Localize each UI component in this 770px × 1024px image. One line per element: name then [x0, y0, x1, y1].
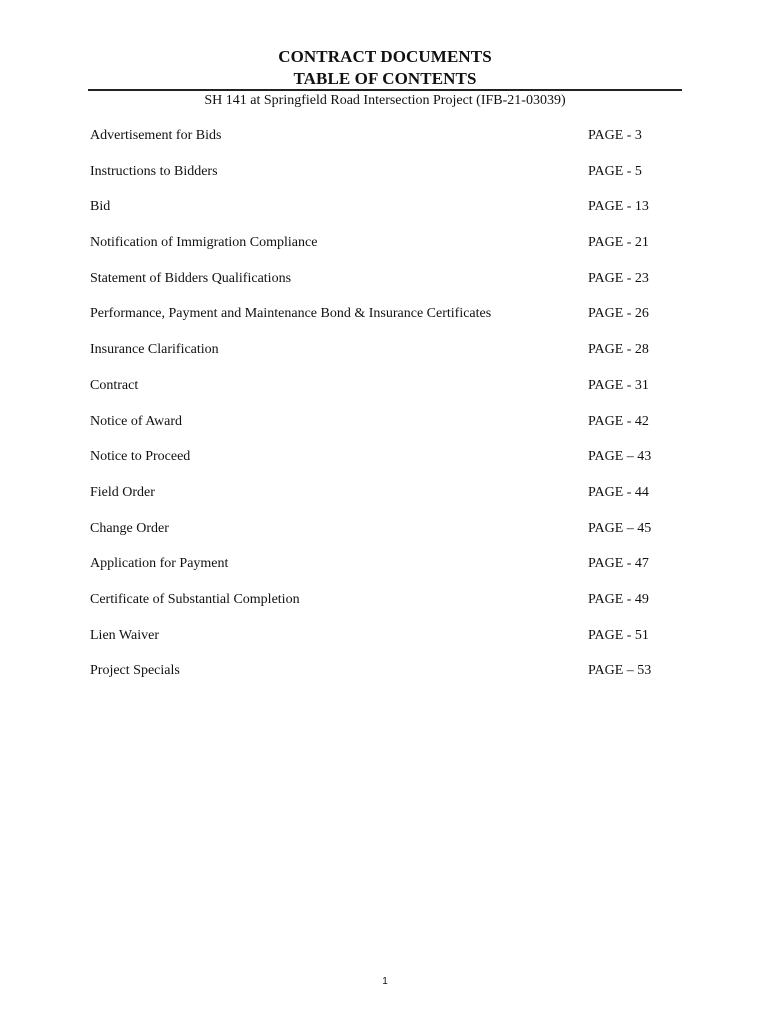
toc-entry: [90, 127, 680, 163]
toc-entry-title: Project Specials: [90, 663, 180, 679]
toc-entry-title: Notice of Award: [90, 413, 183, 429]
toc-entry: [90, 448, 680, 484]
toc-entry: [90, 662, 680, 698]
toc-entry-page: PAGE - 26: [588, 306, 649, 322]
toc-entry-title: Contract: [90, 377, 139, 393]
toc-entry-title: Advertisement for Bids: [90, 128, 222, 143]
toc-entry: [90, 341, 680, 377]
toc-entry: [90, 270, 680, 306]
toc-entry-title: Bid: [90, 199, 111, 215]
toc-entry: [90, 163, 680, 199]
toc-entry-page: PAGE - 51: [588, 627, 649, 643]
toc-entry-title: Insurance Clarification: [90, 342, 219, 358]
toc-entry-page: PAGE - 21: [588, 235, 649, 251]
toc-entry-page: PAGE – 45: [588, 520, 652, 536]
toc-entry-title: Instructions to Bidders: [90, 163, 218, 179]
document-subheading: TABLE OF CONTENTS: [293, 69, 477, 88]
document-title: CONTRACT DOCUMENTS: [278, 47, 492, 66]
toc-entry-page: PAGE – 53: [588, 663, 652, 679]
toc-entry-title: Notification of Immigration Compliance: [90, 235, 318, 251]
toc-entry-page: PAGE - 47: [588, 556, 649, 572]
toc-entry-page: PAGE - 3: [588, 128, 642, 143]
header-divider: [88, 89, 682, 91]
toc-entry-title: Change Order: [90, 520, 169, 536]
toc-entry-page: PAGE - 31: [588, 377, 649, 393]
toc-entry-title: Lien Waiver: [90, 627, 159, 643]
table-of-contents: [90, 127, 680, 698]
toc-entry-page: PAGE - 42: [588, 413, 649, 429]
toc-entry-page: PAGE - 44: [588, 484, 649, 500]
toc-entry: [90, 591, 680, 627]
toc-entry-page: PAGE - 5: [588, 163, 642, 179]
toc-entry-title: Notice to Proceed: [90, 449, 191, 465]
toc-entry-page: PAGE - 49: [588, 591, 649, 607]
toc-entry: [90, 305, 680, 341]
page-number: 1: [382, 976, 388, 987]
toc-entry: [90, 198, 680, 234]
toc-entry-title: Field Order: [90, 484, 155, 500]
toc-entry-title: Application for Payment: [90, 556, 229, 572]
toc-entry-page: PAGE – 43: [588, 449, 652, 465]
toc-entry: [90, 413, 680, 449]
document-header: [0, 46, 770, 90]
project-subtitle: SH 141 at Springfield Road Intersection Project (IFB-21-03039): [204, 93, 566, 108]
toc-entry-title: Statement of Bidders Qualifications: [90, 270, 292, 286]
toc-entry: [90, 520, 680, 556]
toc-entry-page: PAGE - 23: [588, 270, 649, 286]
toc-entry: [90, 234, 680, 270]
toc-entry: [90, 377, 680, 413]
toc-entry-title: Performance, Payment and Maintenance Bond & Insurance Certificates: [90, 306, 492, 322]
toc-entry: [90, 555, 680, 591]
toc-entry: [90, 627, 680, 663]
toc-entry-page: PAGE - 28: [588, 342, 649, 358]
toc-entry-page: PAGE - 13: [588, 199, 649, 215]
toc-entry-title: Certificate of Substantial Completion: [90, 591, 300, 607]
toc-entry: [90, 484, 680, 520]
